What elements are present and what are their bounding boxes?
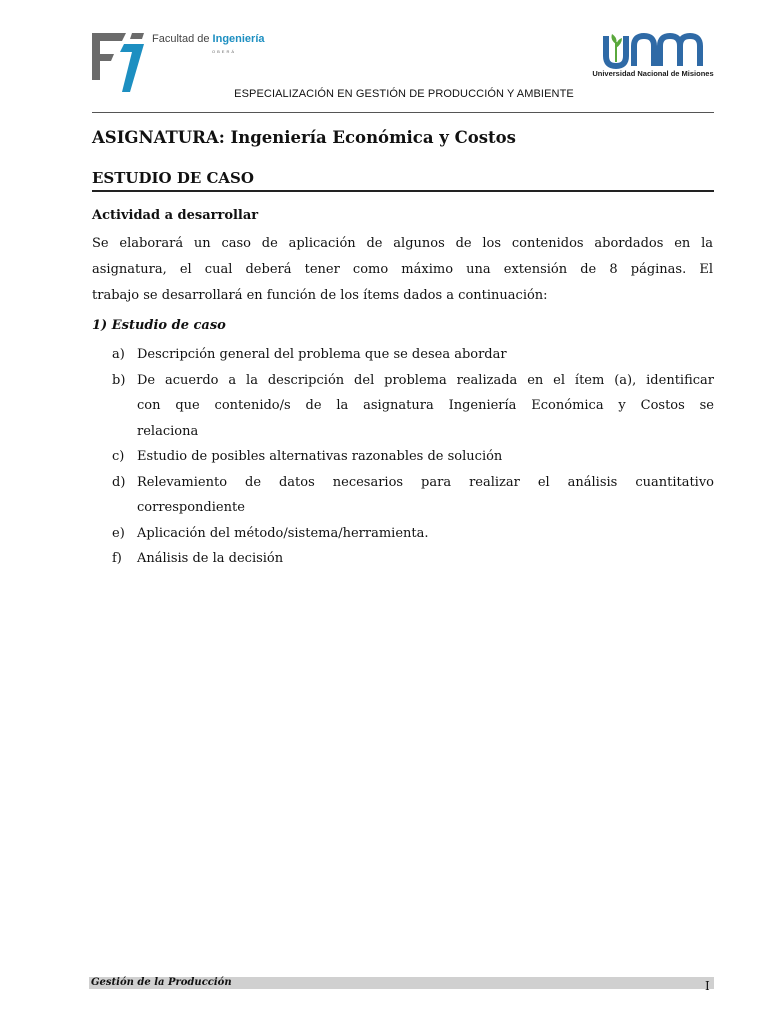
list-item-label: f) bbox=[112, 551, 122, 566]
section-divider bbox=[92, 190, 714, 192]
case-heading: 1) Estudio de caso bbox=[92, 318, 226, 333]
paragraph-line: Se elaborará un caso de aplicación de algunos de los contenidos abordados en la bbox=[92, 236, 713, 251]
list-item bbox=[112, 368, 714, 445]
section-title: ESTUDIO DE CASO bbox=[92, 169, 254, 187]
paragraph-line: asignatura, el cual deberá tener como máximo una extensión de 8 páginas. El bbox=[92, 262, 713, 277]
header-divider bbox=[92, 112, 714, 113]
university-logo bbox=[592, 32, 714, 82]
list-item-text: Relevamiento de datos necesarios para realizar el análisis cuantitativo bbox=[137, 474, 714, 490]
list-item-text: relaciona bbox=[137, 423, 199, 439]
faculty-name: Facultad de Ingeniería bbox=[152, 33, 265, 45]
faculty-sub: OBERÁ bbox=[212, 49, 237, 54]
case-items-list bbox=[112, 342, 714, 572]
list-item-text: Estudio de posibles alternativas razonables de solución bbox=[137, 449, 503, 464]
list-item bbox=[112, 444, 714, 470]
list-item-text: Análisis de la decisión bbox=[137, 551, 284, 566]
list-item-label: a) bbox=[112, 347, 125, 362]
list-item-text: Descripción general del problema que se desea abordar bbox=[137, 347, 507, 362]
paragraph-line: trabajo se desarrollará en función de los ítems dados a continuación: bbox=[92, 288, 548, 303]
list-item-text: correspondiente bbox=[137, 500, 245, 515]
list-item bbox=[112, 521, 714, 547]
list-item-label: d) bbox=[112, 474, 126, 490]
list-item bbox=[112, 342, 714, 368]
list-item-label: c) bbox=[112, 449, 125, 464]
activity-paragraph bbox=[92, 231, 713, 309]
program-title: ESPECIALIZACIÓN EN GESTIÓN DE PRODUCCIÓN Y AMBIENTE bbox=[234, 88, 574, 100]
faculty-logo bbox=[92, 30, 265, 90]
activity-heading: Actividad a desarrollar bbox=[92, 208, 259, 223]
list-item-text: con que contenido/s de la asignatura Ingeniería Económica y Costos se bbox=[137, 398, 714, 413]
list-item-label: b) bbox=[112, 372, 126, 388]
fi-logo-mark-icon bbox=[92, 30, 152, 92]
list-item-text: Aplicación del método/sistema/herramienta. bbox=[137, 525, 429, 541]
list-item bbox=[112, 470, 714, 521]
list-item-text: De acuerdo a la descripción del problema realizada en el ítem (a), identificar bbox=[137, 372, 714, 388]
list-item-label: e) bbox=[112, 525, 125, 541]
footer-text: Gestión de la Producción bbox=[91, 977, 232, 988]
subject-title: ASIGNATURA: Ingeniería Económica y Costos bbox=[92, 128, 516, 147]
university-name: Universidad Nacional de Misiones bbox=[592, 69, 714, 78]
page-number: I bbox=[705, 979, 710, 993]
list-item bbox=[112, 546, 714, 572]
unam-logo-mark-icon bbox=[592, 32, 714, 70]
